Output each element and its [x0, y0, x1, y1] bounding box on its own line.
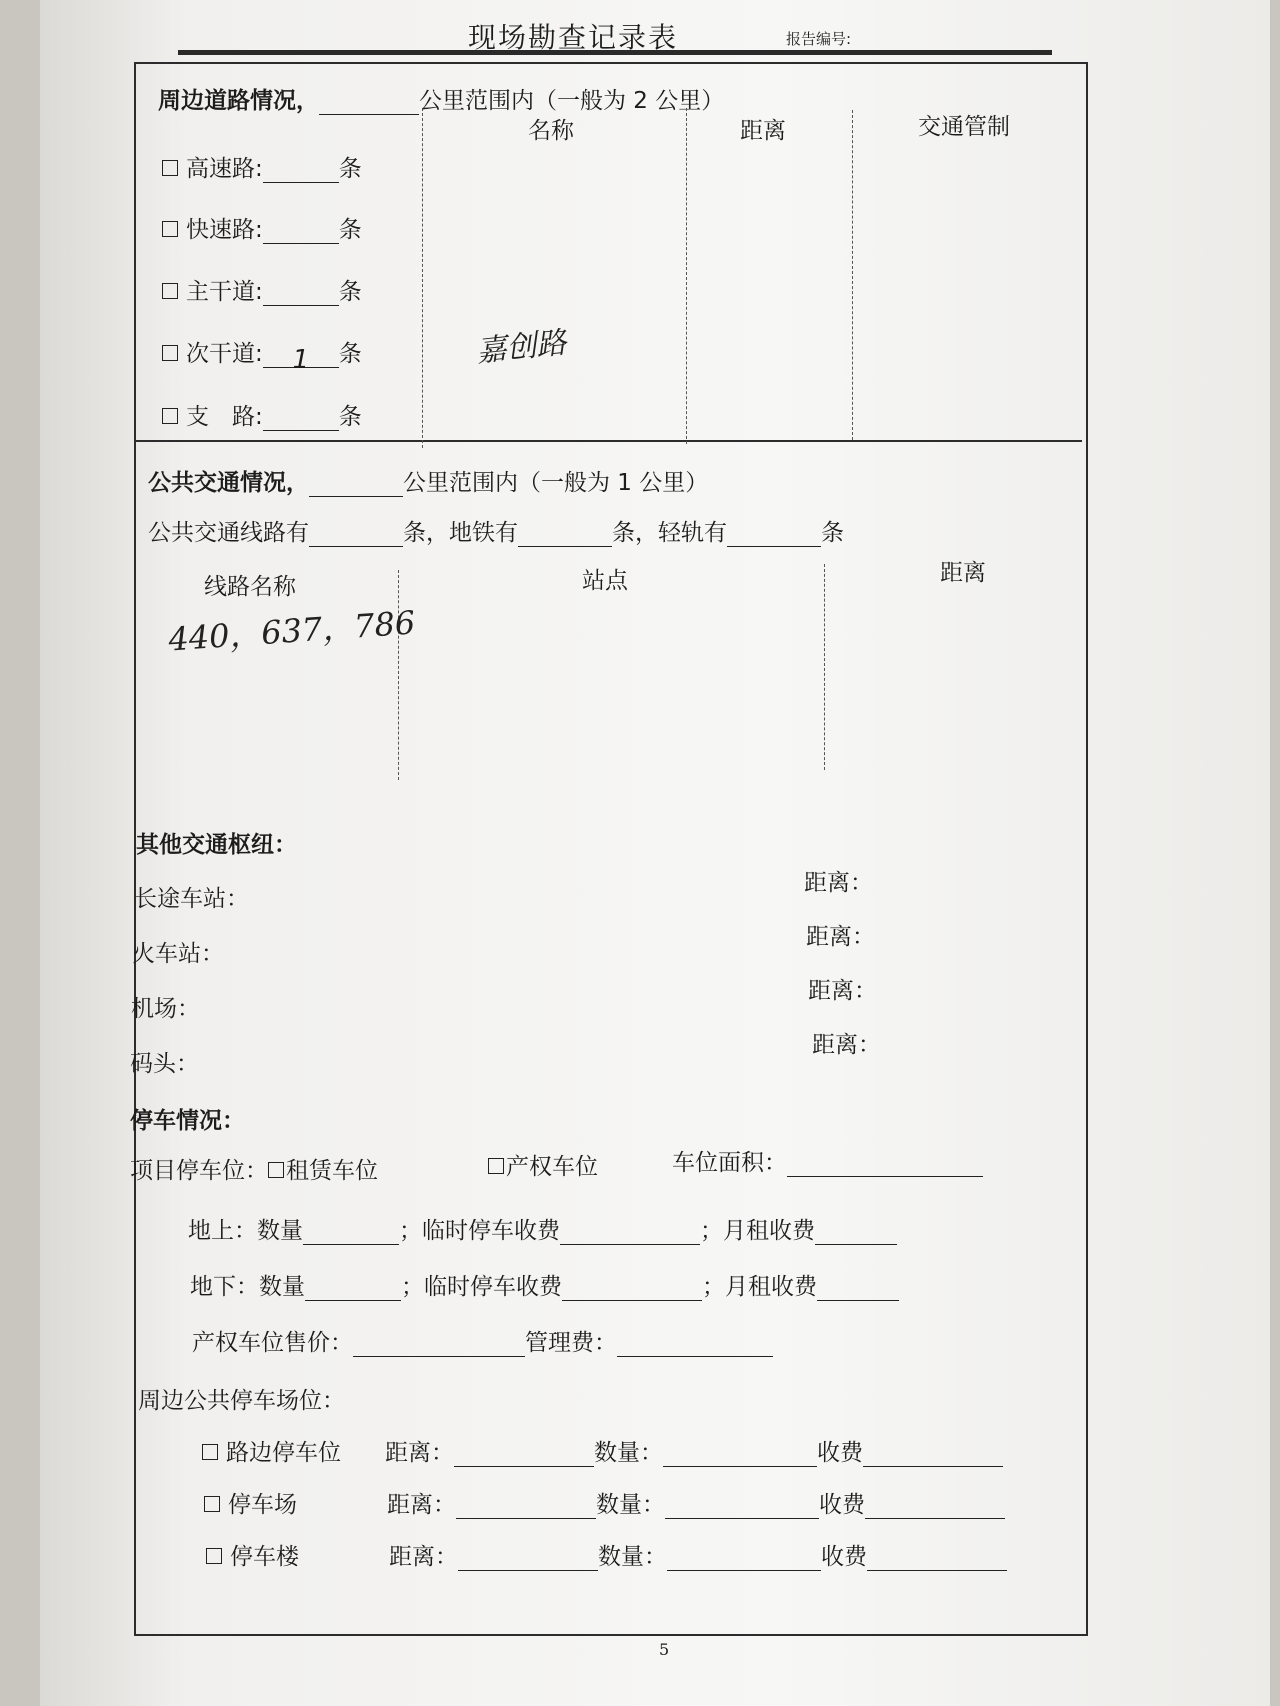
transit-unit-1: 条，地铁有 — [403, 520, 518, 546]
public-count-field[interactable] — [665, 1496, 819, 1519]
below-count-field[interactable] — [305, 1278, 401, 1301]
public-parking-garage-row — [206, 1538, 1007, 1571]
road-item-label: 主干道: — [186, 279, 263, 305]
transit-col-divider-2 — [824, 564, 825, 770]
property-price-row — [192, 1324, 773, 1357]
handwritten-road-name: 嘉创路 — [474, 325, 568, 370]
road-count-field[interactable] — [263, 221, 339, 244]
transit-range-field[interactable] — [309, 474, 403, 497]
project-parking-row — [130, 1152, 378, 1185]
road-item-unit: 条 — [338, 341, 362, 367]
road-item-unit: 条 — [338, 279, 362, 305]
project-parking-label: 项目停车位： — [130, 1158, 268, 1184]
above-monthly-fee-label: ；月租收费 — [700, 1218, 815, 1244]
public-distance-label: 距离： — [387, 1492, 456, 1518]
rent-option-label: 租赁车位 — [286, 1158, 378, 1184]
public-parking-label: 路边停车位 — [226, 1440, 341, 1466]
public-fee-label: 收费 — [821, 1544, 867, 1570]
public-parking-checkbox[interactable] — [204, 1496, 220, 1512]
parking-area-field[interactable] — [787, 1154, 983, 1177]
road-item-secondary — [162, 335, 362, 375]
hub-label-train: 火车站： — [132, 941, 224, 967]
public-distance-field[interactable] — [458, 1548, 598, 1571]
report-number-label: 报告编号: — [786, 30, 852, 48]
public-fee-field[interactable] — [867, 1548, 1007, 1571]
road-item-highway — [162, 150, 362, 183]
public-count-label: 数量： — [598, 1544, 667, 1570]
below-monthly-fee-field[interactable] — [817, 1278, 899, 1301]
road-item-expressway — [162, 211, 362, 244]
management-fee-label: 管理费： — [525, 1330, 617, 1356]
transit-col-line: 线路名称 — [204, 574, 296, 600]
road-item-label: 高速路: — [186, 156, 263, 182]
public-fee-field[interactable] — [863, 1444, 1003, 1467]
above-temp-fee-field[interactable] — [560, 1222, 700, 1245]
rent-checkbox[interactable] — [268, 1162, 284, 1178]
handwritten-bus-lines: 440，637，786 — [167, 603, 417, 659]
above-ground-label: 地上：数量 — [188, 1218, 303, 1244]
hub-distance-airport: 距离： — [808, 978, 877, 1004]
parking-heading: 停车情况： — [130, 1108, 245, 1134]
above-temp-fee-label: ；临时停车收费 — [399, 1218, 560, 1244]
road-item-unit: 条 — [338, 404, 362, 430]
above-count-field[interactable] — [303, 1222, 399, 1245]
road-item-label: 快速路: — [186, 217, 263, 243]
property-option-label: 产权车位 — [506, 1154, 598, 1180]
road-item-branch — [162, 398, 362, 431]
transit-unit-2: 条，轻轨有 — [612, 520, 727, 546]
transit-lines-prefix: 公共交通线路有 — [148, 520, 309, 546]
transit-col-station: 站点 — [582, 568, 628, 594]
property-price-label: 产权车位售价： — [192, 1330, 353, 1356]
property-checkbox[interactable] — [488, 1158, 504, 1174]
form-title: 现场勘查记录表 — [468, 21, 679, 54]
public-parking-street-row — [202, 1434, 1003, 1467]
hub-distance-pier: 距离： — [812, 1032, 881, 1058]
public-distance-field[interactable] — [454, 1444, 594, 1467]
roads-col-divider-2 — [686, 108, 687, 444]
transit-lines-row — [148, 514, 844, 547]
roads-col-divider-3 — [852, 110, 853, 440]
road-count-field[interactable] — [263, 408, 339, 431]
header-rule — [178, 50, 1052, 55]
road-checkbox[interactable] — [162, 283, 178, 299]
roads-section — [158, 82, 724, 115]
road-checkbox[interactable] — [162, 345, 178, 361]
roads-col-divider-1 — [422, 108, 423, 448]
parking-area-row — [672, 1144, 983, 1177]
roads-col-traffic: 交通管制 — [918, 114, 1010, 140]
road-item-label: 支 路: — [186, 404, 263, 430]
property-price-field[interactable] — [353, 1334, 525, 1357]
hub-label-pier: 码头： — [130, 1051, 199, 1077]
public-parking-checkbox[interactable] — [206, 1548, 222, 1564]
light-rail-field[interactable] — [727, 524, 821, 547]
public-count-field[interactable] — [667, 1548, 821, 1571]
road-checkbox[interactable] — [162, 221, 178, 237]
public-count-label: 数量： — [594, 1440, 663, 1466]
hub-distance-train: 距离： — [806, 924, 875, 950]
hub-distance-coach: 距离： — [804, 870, 873, 896]
public-distance-field[interactable] — [456, 1496, 596, 1519]
below-ground-label: 地下：数量 — [190, 1274, 305, 1300]
transit-heading-row — [148, 464, 708, 497]
hub-label-coach: 长途车站： — [134, 886, 249, 912]
road-item-unit: 条 — [338, 217, 362, 243]
roads-heading: 周边道路情况， — [158, 88, 319, 114]
property-option-row — [488, 1148, 598, 1181]
public-fee-label: 收费 — [817, 1440, 863, 1466]
page-number: 5 — [659, 1640, 670, 1659]
road-count-field[interactable] — [263, 160, 339, 183]
road-item-arterial — [162, 273, 362, 306]
public-parking-lot-row — [204, 1486, 1005, 1519]
transit-col-distance: 距离 — [940, 560, 986, 586]
public-parking-checkbox[interactable] — [202, 1444, 218, 1460]
roads-col-distance: 距离 — [740, 118, 786, 144]
roads-range-field[interactable] — [319, 92, 419, 115]
below-temp-fee-label: ；临时停车收费 — [401, 1274, 562, 1300]
public-fee-field[interactable] — [865, 1496, 1005, 1519]
public-count-label: 数量： — [596, 1492, 665, 1518]
hub-label-airport: 机场： — [131, 996, 200, 1022]
public-fee-label: 收费 — [819, 1492, 865, 1518]
roads-range-suffix: 公里范围内（一般为 2 公里） — [419, 88, 725, 114]
road-checkbox[interactable] — [162, 408, 178, 424]
bus-lines-field[interactable] — [309, 524, 403, 547]
public-parking-label: 停车场 — [228, 1492, 297, 1518]
management-fee-field[interactable] — [617, 1334, 773, 1357]
public-parking-heading: 周边公共停车场位： — [138, 1388, 345, 1414]
transit-unit-3: 条 — [821, 520, 844, 546]
road-count-field[interactable] — [263, 283, 339, 306]
below-temp-fee-field[interactable] — [562, 1278, 702, 1301]
below-ground-row — [190, 1268, 899, 1301]
road-item-label: 次干道: — [186, 341, 263, 367]
below-monthly-fee-label: ；月租收费 — [702, 1274, 817, 1300]
hubs-heading: 其他交通枢纽： — [136, 832, 297, 858]
road-item-unit: 条 — [338, 156, 362, 182]
transit-range-suffix: 公里范围内（一般为 1 公里） — [403, 470, 709, 496]
public-distance-label: 距离： — [385, 1440, 454, 1466]
public-distance-label: 距离： — [389, 1544, 458, 1570]
public-count-field[interactable] — [663, 1444, 817, 1467]
section-divider — [136, 440, 1082, 442]
parking-area-label: 车位面积： — [672, 1150, 787, 1176]
road-count-field[interactable]: 1 — [263, 345, 339, 368]
roads-col-name: 名称 — [528, 118, 574, 144]
transit-heading: 公共交通情况， — [148, 470, 309, 496]
metro-lines-field[interactable] — [518, 524, 612, 547]
above-ground-row — [188, 1212, 897, 1245]
above-monthly-fee-field[interactable] — [815, 1222, 897, 1245]
road-checkbox[interactable] — [162, 160, 178, 176]
public-parking-label: 停车楼 — [230, 1544, 299, 1570]
